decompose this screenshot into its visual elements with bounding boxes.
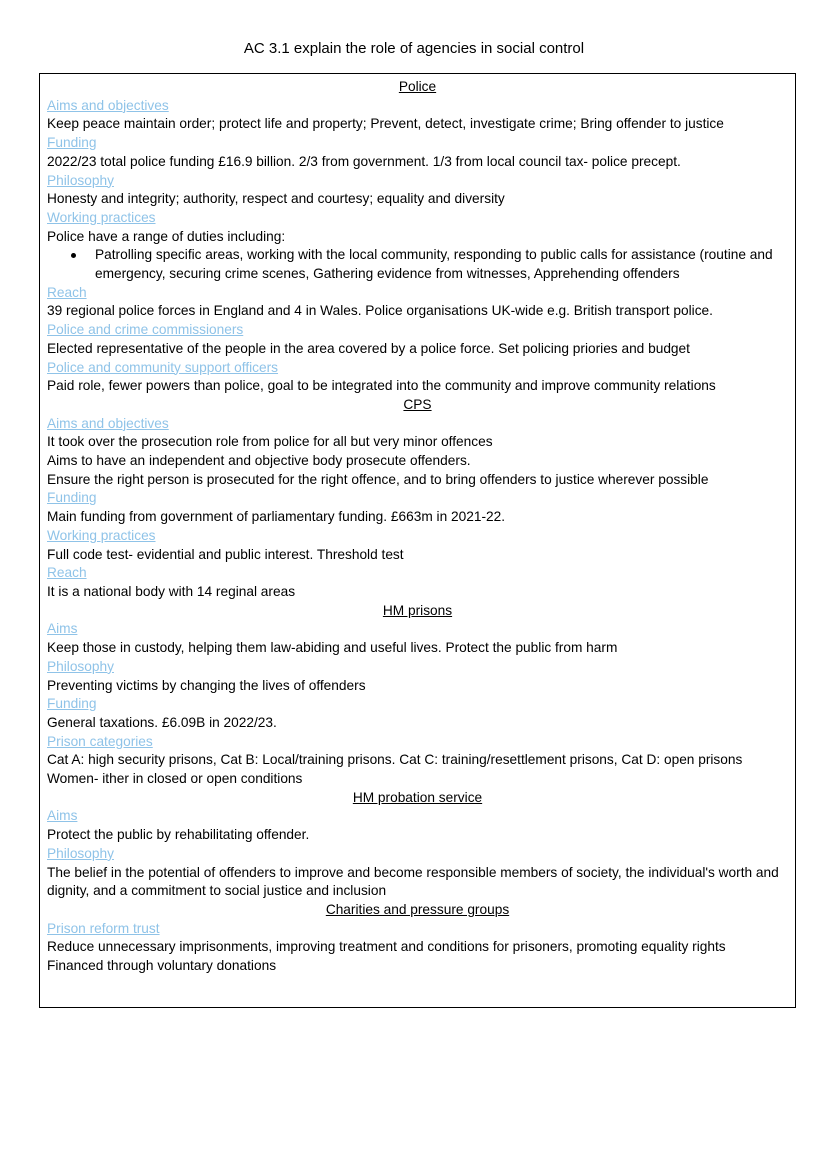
section-title-police: Police (398, 79, 437, 94)
police-duties-list (47, 246, 788, 283)
police-pcc-heading[interactable]: Police and crime commissioners (47, 322, 244, 338)
charities-prt-funding: Financed through voluntary donations (47, 958, 277, 974)
prisons-categories-heading[interactable]: Prison categories (47, 733, 153, 749)
section-title-probation: HM probation service (352, 789, 483, 805)
cps-reach-heading[interactable]: Reach (47, 565, 87, 581)
document-title: AC 3.1 explain the role of agencies in social control (243, 40, 585, 57)
probation-philosophy-heading[interactable]: Philosophy (47, 845, 114, 861)
probation-philosophy-text: The belief in the potential of offenders to improve and become responsible members of society, the individual's worth and dignity, and a commitment to social justice and inclusion (47, 864, 779, 899)
prisons-aims-heading[interactable]: Aims (47, 621, 78, 637)
prisons-categories-text: Cat A: high security prisons, Cat B: Local/training prisons. Cat C: training/resettlement prisons, Cat D: open prisons Women- ither in closed or open conditions (47, 752, 743, 787)
police-aims-heading[interactable]: Aims and objectives (47, 97, 169, 113)
police-funding-heading[interactable]: Funding (47, 135, 97, 151)
police-duties-item: Patrolling specific areas, working with the local community, responding to public calls for assistance (routine and emergency, securing crime scenes, Gathering evidence from witnesses, Apprehending offenders (95, 246, 788, 283)
cps-aims-line-2: Aims to have an independent and objective body prosecute offenders. (47, 453, 471, 469)
police-working-text: Police have a range of duties including: (47, 228, 286, 244)
cps-working-text: Full code test- evidential and public interest. Threshold test (47, 546, 404, 562)
police-pcso-heading[interactable]: Police and community support officers (47, 359, 279, 375)
section-title-charities: Charities and pressure groups (325, 901, 510, 917)
prisons-philosophy-text: Preventing victims by changing the lives of offenders (47, 677, 366, 693)
police-philosophy-text: Honesty and integrity; authority, respect and courtesy; equality and diversity (47, 191, 505, 207)
police-pcc-text: Elected representative of the people in the area covered by a police force. Set policing priories and budget (47, 340, 690, 356)
prisons-funding-heading[interactable]: Funding (47, 696, 97, 712)
charities-prt-heading[interactable]: Prison reform trust (47, 920, 160, 936)
police-philosophy-heading[interactable]: Philosophy (47, 172, 114, 188)
police-working-heading[interactable]: Working practices (47, 209, 156, 225)
prisons-funding-text: General taxations. £6.09B in 2022/23. (47, 714, 277, 730)
prisons-aims-text: Keep those in custody, helping them law-abiding and useful lives. Protect the public from harm (47, 640, 618, 656)
cps-working-heading[interactable]: Working practices (47, 527, 156, 543)
section-title-cps: CPS (403, 396, 432, 412)
police-reach-text: 39 regional police forces in England and 4 in Wales. Police organisations UK-wide e.g. British transport police. (47, 303, 713, 319)
police-aims-text: Keep peace maintain order; protect life and property; Prevent, detect, investigate crime; Bring offender to justice (47, 116, 724, 132)
cps-funding-heading[interactable]: Funding (47, 490, 97, 506)
police-funding-text: 2022/23 total police funding £16.9 billion. 2/3 from government. 1/3 from local council tax- police precept. (47, 153, 681, 169)
cps-aims-line-1: It took over the prosecution role from police for all but very minor offences (47, 434, 493, 450)
police-pcso-text: Paid role, fewer powers than police, goal to be integrated into the community and improve community relations (47, 378, 716, 394)
cps-reach-text: It is a national body with 14 reginal areas (47, 583, 296, 599)
cps-funding-text: Main funding from government of parliamentary funding. £663m in 2021-22. (47, 509, 506, 525)
prisons-philosophy-heading[interactable]: Philosophy (47, 658, 114, 674)
cps-aims-line-3: Ensure the right person is prosecuted for the right offence, and to bring offenders to justice wherever possible (47, 471, 709, 487)
content-box (39, 73, 796, 1008)
section-title-prisons: HM prisons (382, 602, 453, 618)
cps-aims-heading[interactable]: Aims and objectives (47, 415, 169, 431)
probation-aims-text: Protect the public by rehabilitating offender. (47, 827, 310, 843)
charities-prt-text: Reduce unnecessary imprisonments, improving treatment and conditions for prisoners, promoting equality rights (47, 939, 726, 955)
police-reach-heading[interactable]: Reach (47, 284, 87, 300)
probation-aims-heading[interactable]: Aims (47, 808, 78, 824)
